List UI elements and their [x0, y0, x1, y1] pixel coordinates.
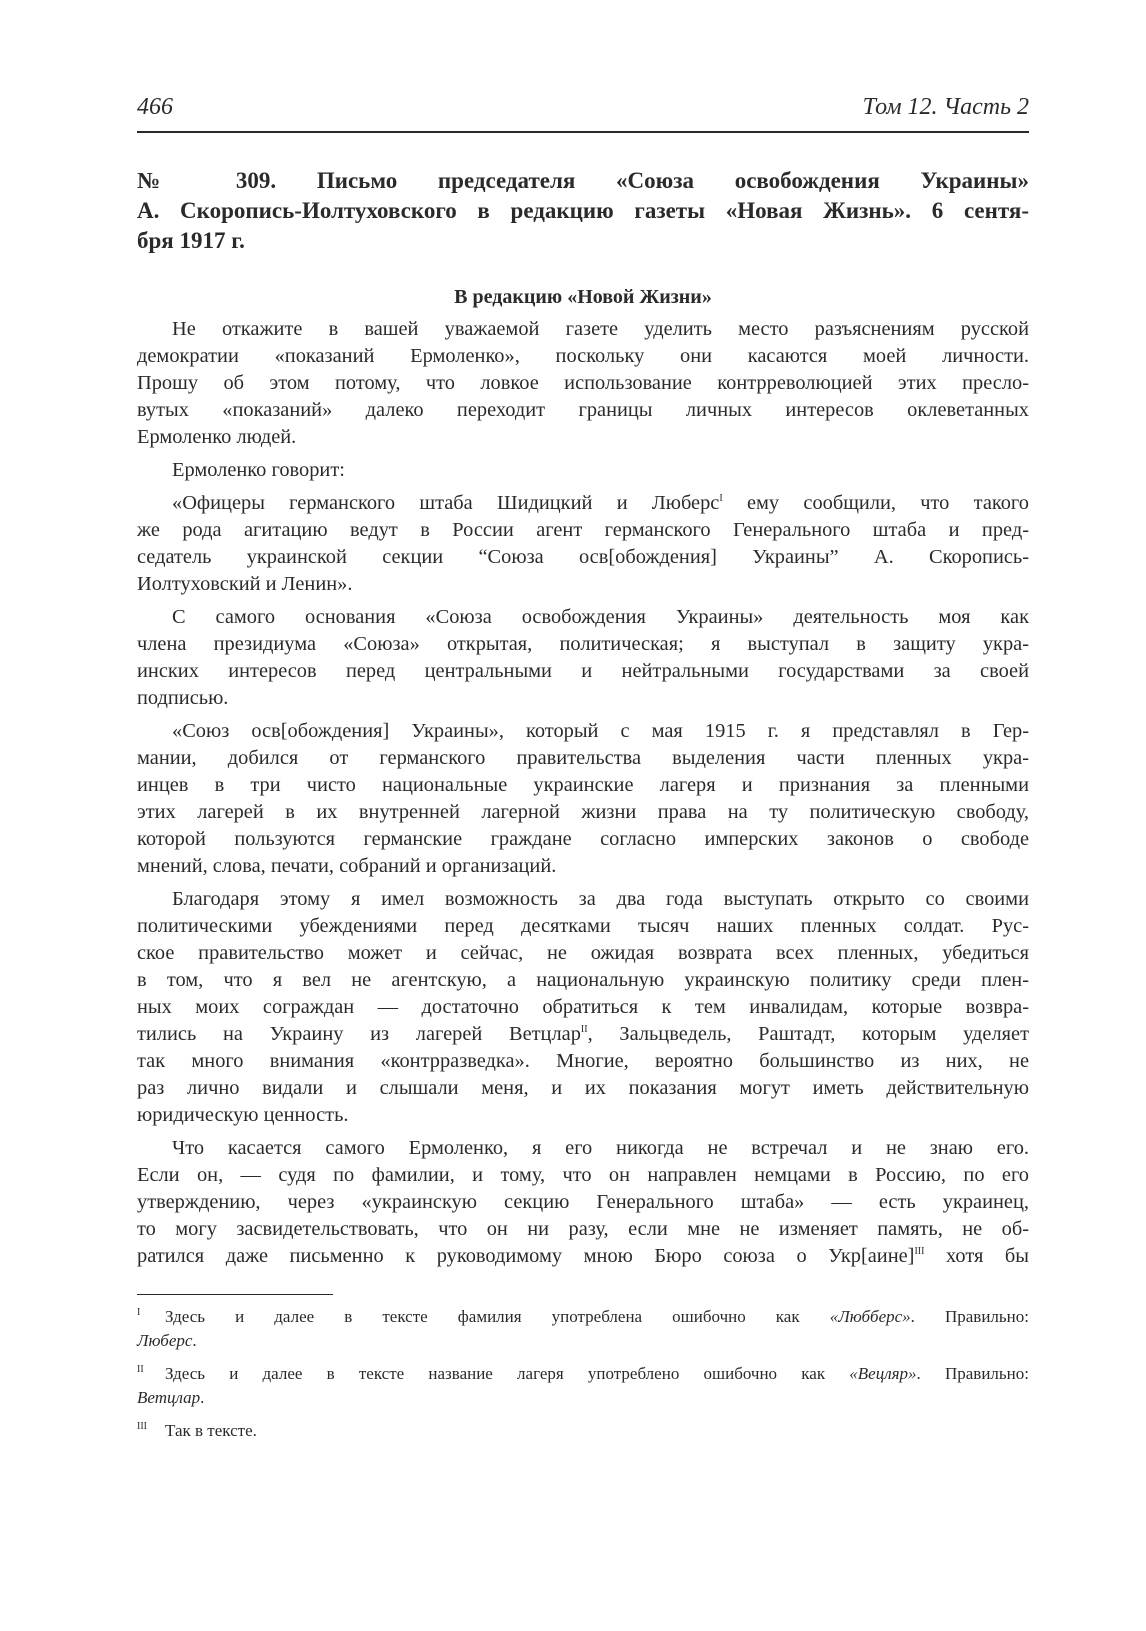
text-fragment: ратился даже письменно к руководимому мною Бюро союза о Укр[аине] — [137, 1245, 915, 1267]
text-line — [137, 1243, 1029, 1270]
text-line: которой пользуются германские граждане согласно имперских законов о свободе — [137, 828, 1029, 850]
footnote-line: II Здесь и далее в тексте название лагеря употреблено ошибочно как «Вецляр». Правильно: — [137, 1364, 1029, 1383]
text-line: Что касается самого Ермоленко, я его никогда не встречал и не знаю его. — [172, 1137, 1029, 1159]
text-line: Благодаря этому я имел возможность за два года выступать открыто со своими — [172, 888, 1029, 910]
text-line: раз лично видали и слышали меня, и их показания могут иметь действительную — [137, 1077, 1029, 1099]
letter-body — [137, 316, 1029, 1276]
text-line: Иолтуховский и Ленин». — [137, 573, 353, 595]
text-fragment: . — [200, 1388, 205, 1407]
footnote-ref: II — [580, 1024, 588, 1036]
title-line: бря 1917 г. — [137, 228, 245, 253]
running-header — [137, 92, 1029, 128]
text-line: ных моих сограждан — достаточно обратиться к тем инвалидам, которые возвра- — [137, 996, 1029, 1018]
text-fragment: , Зальцведель, Раштадт, которым уделяет — [587, 1023, 1030, 1045]
footnote-rule — [137, 1294, 333, 1295]
text-fragment: тились на Украину из лагерей Ветцлар — [137, 1023, 581, 1045]
text-line: мании, добился от германского правительства выделения части пленных укра- — [137, 747, 1029, 769]
text-fragment: Так в тексте. — [165, 1421, 257, 1440]
text-fragment: . Правильно: — [916, 1364, 1029, 1383]
footnote-line: III Так в тексте. — [137, 1421, 257, 1440]
title-line: № 309. Письмо председателя «Союза освобождения Украины» — [137, 168, 1029, 193]
volume-label: Том 12. Часть 2 — [862, 94, 1029, 120]
paragraph — [137, 457, 1029, 484]
document-page — [137, 0, 1029, 1631]
text-line: инцев в три чисто национальные украинские лагеря и признания за пленными — [137, 774, 1029, 796]
paragraph — [137, 490, 1029, 598]
text-fragment: «Вецляр» — [849, 1364, 917, 1383]
paragraph — [137, 1135, 1029, 1270]
text-line: ское правительство может и сейчас, не ожидая возврата всех пленных, убедиться — [137, 942, 1029, 964]
text-line: в том, что я вел не агентскую, а национальную украинскую политику среди плен- — [137, 969, 1029, 991]
text-fragment: хотя бы — [924, 1245, 1029, 1267]
footnote — [137, 1305, 1029, 1353]
text-fragment: «Офицеры германского штаба Шидицкий и Люберс — [172, 492, 720, 514]
text-line: «Союз осв[обождения] Украины», который с мая 1915 г. я представлял в Гер- — [172, 720, 1029, 742]
document-title — [137, 166, 1029, 256]
text-line: же рода агитацию ведут в России агент германского Генерального штаба и пред- — [137, 519, 1029, 541]
text-line: С самого основания «Союза освобождения Украины» деятельность моя как — [172, 606, 1029, 628]
footnote-line: I Здесь и далее в тексте фамилия употреблена ошибочно как «Любберс». Правильно: — [137, 1307, 1029, 1326]
paragraph — [137, 316, 1029, 451]
text-line: политическими убеждениями перед десятками тысяч наших пленных солдат. Рус- — [137, 915, 1029, 937]
text-line — [137, 1021, 1029, 1048]
text-line: то могу засвидетельствовать, что он ни разу, если мне не изменяет память, не об- — [137, 1218, 1029, 1240]
text-line: так много внимания «контрразведка». Многие, вероятно большинство из них, не — [137, 1050, 1029, 1072]
text-line: вутых «показаний» далеко переходит границы личных интересов оклеветанных — [137, 399, 1029, 421]
text-line: члена президиума «Союза» открытая, политическая; я выступал в защиту укра- — [137, 633, 1029, 655]
letter-heading: В редакцию «Новой Жизни» — [454, 286, 712, 308]
text-line: Не откажите в вашей уважаемой газете уделить место разъяснениям русской — [172, 318, 1029, 340]
text-line: этих лагерей в их внутренней лагерной жизни права на ту политическую свободу, — [137, 801, 1029, 823]
text-line: подписью. — [137, 687, 229, 709]
paragraph — [137, 886, 1029, 1129]
text-fragment: «Любберс» — [829, 1307, 911, 1326]
footnote-line — [137, 1386, 1029, 1410]
text-line: Ермоленко людей. — [137, 426, 297, 448]
text-fragment: Люберс — [137, 1331, 193, 1350]
text-line: седатель украинской секции “Союза осв[обождения] Украины” А. Скоропись- — [137, 546, 1029, 568]
text-fragment: Здесь и далее в тексте фамилия употреблена ошибочно как — [165, 1307, 830, 1326]
page-number: 466 — [137, 94, 173, 120]
text-fragment: Ветцлар — [137, 1388, 201, 1407]
text-line: утверждению, через «украинскую секцию Генерального штаба» — есть украинец, — [137, 1191, 1029, 1213]
text-line — [137, 490, 1029, 517]
header-rule — [137, 131, 1029, 133]
text-line: Если он, — судя по фамилии, и тому, что он направлен немцами в Россию, по его — [137, 1164, 1029, 1186]
text-line: инских интересов перед центральными и нейтральными государствами за своей — [137, 660, 1029, 682]
footnote-ref: III — [914, 1246, 925, 1258]
text-line: юридическую ценность. — [137, 1104, 349, 1126]
paragraph — [137, 718, 1029, 880]
text-line: демократии «показаний Ермоленко», поскольку они касаются моей личности. — [137, 345, 1029, 367]
text-fragment: Здесь и далее в тексте название лагеря употреблено ошибочно как — [165, 1364, 850, 1383]
paragraph — [137, 604, 1029, 712]
footnotes — [137, 1305, 1029, 1452]
footnote-ref: I — [719, 493, 723, 505]
footnote — [137, 1362, 1029, 1410]
footnote — [137, 1419, 1029, 1443]
text-line: Ермоленко говорит: — [172, 459, 345, 481]
text-line: Прошу об этом потому, что ловкое использование контрреволюцией этих пресло- — [137, 372, 1029, 394]
text-fragment: ему сообщили, что такого — [722, 492, 1029, 514]
title-line: А. Скоропись-Иолтуховского в редакцию газеты «Новая Жизнь». 6 сентя- — [137, 198, 1029, 223]
text-fragment: . — [192, 1331, 197, 1350]
footnote-line — [137, 1329, 1029, 1353]
text-line: мнений, слова, печати, собраний и организаций. — [137, 855, 557, 877]
text-fragment: . Правильно: — [910, 1307, 1029, 1326]
